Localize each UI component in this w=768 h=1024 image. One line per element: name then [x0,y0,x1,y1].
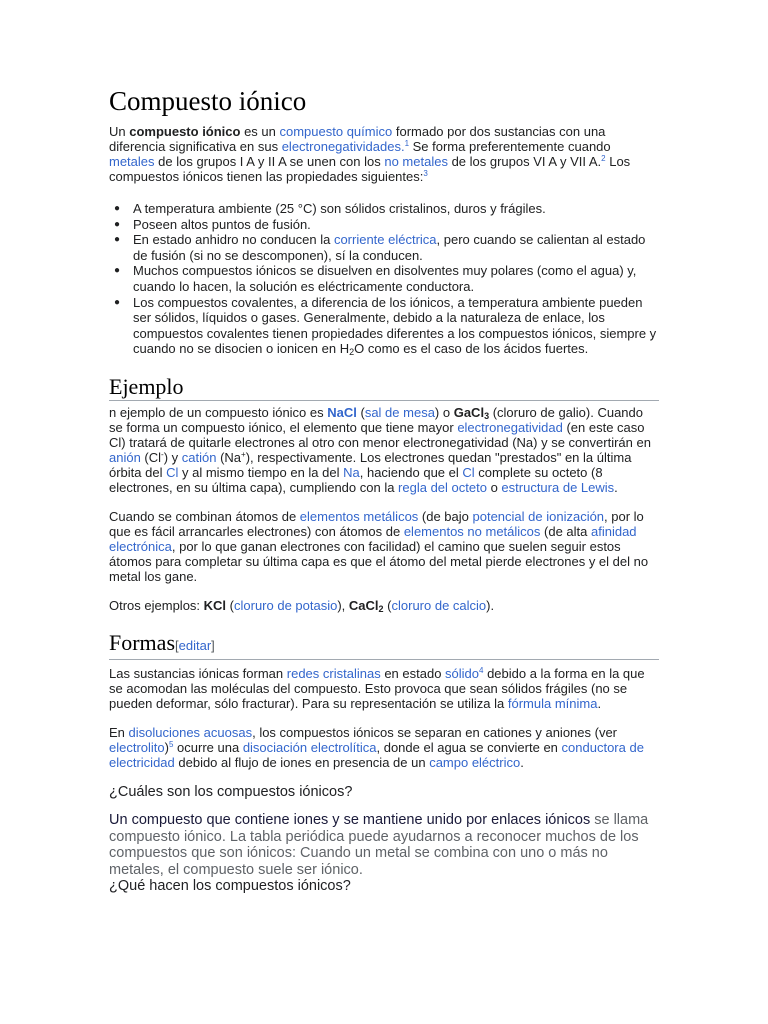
link-estructura-de-lewis[interactable]: estructura de Lewis [501,479,615,495]
link-potencial-de-ionizacion[interactable]: potencial de ionización [472,508,605,524]
list-item: ● En estado anhidro no conducen la corriente eléctrica, pero cuando se calientan al estado de fusión (si no se descomponen), sí la conducen. [114,232,646,263]
link-elementos-metalicos[interactable]: elementos metálicos [299,508,419,524]
bullet-icon: ● [114,203,121,214]
formula-gacl3: GaCl$_3$ [453,404,490,421]
formas-paragraph-2: En disoluciones acuosas, los compuestos iónicos se separan en cationes y aniones (ver electrolito)$^5$ ocurre una disociación electrolítica, donde el agua se convierte en conductora de electricidad debido al flujo de iones en presencia de un campo eléctrico. [109,724,644,770]
link-compuesto-quimico[interactable]: compuesto químico [279,124,393,139]
link-afinidad-electronica[interactable]: afinidad electrónica [109,523,637,554]
list-item: ● Muchos compuestos iónicos se disuelven en disolventes muy polares (como el agua) y, cuando lo hacen, la solución es eléctricamente conductora. [114,263,637,294]
ref-5[interactable]: 5 [168,739,174,749]
link-anion[interactable]: anión [109,449,141,465]
link-na[interactable]: Na [343,464,360,480]
link-disoluciones-acuosas[interactable]: disoluciones acuosas [128,724,253,740]
link-corriente-electrica[interactable]: corriente eléctrica [333,232,437,248]
section-heading-formas: Formas[editar] [109,631,659,660]
link-cation[interactable]: catión [181,449,217,465]
list-item: ● Poseen altos puntos de fusión. [114,216,311,232]
question-1: ¿Cuáles son los compuestos iónicos? [109,783,353,800]
link-solido[interactable]: sólido [445,665,479,681]
bold-term: compuesto iónico [129,124,241,139]
link-cloruro-de-calcio[interactable]: cloruro de calcio [391,597,487,613]
link-cloruro-de-potasio[interactable]: cloruro de potasio [234,597,338,613]
page-title: Compuesto iónico [109,86,307,116]
qa-section [109,784,659,895]
link-conductora-de-electricidad[interactable]: conductora de electricidad [109,739,644,770]
question-2: ¿Qué hacen los compuestos iónicos? [109,878,351,895]
formas-paragraph-1: Las sustancias iónicas forman redes cristalinas en estado sólido$^4$ debido a la forma en la que se acomodan las moléculas del compuesto. Esto provoca que sean sólidos frágiles (no se pueden deformar, sólo fracturar). Para su representación se utiliza la fórmula mínima. [109,665,645,711]
link-elementos-no-metalicos[interactable]: elementos no metálicos [403,523,541,539]
link-electrolito[interactable]: electrolito [109,739,165,755]
section-heading-ejemplo: Ejemplo [109,375,659,401]
answer-highlight: Un compuesto que contiene iones y se mantiene unido por enlaces iónicos [109,812,591,829]
link-redes-cristalinas[interactable]: redes cristalinas [286,665,381,681]
link-metales[interactable]: metales [109,154,155,169]
edit-link[interactable]: editar [178,637,212,653]
bullet-icon: ● [114,265,121,277]
intro-paragraph: Un compuesto iónico es un compuesto químico formado por dos sustancias con una diferencia significativa en sus electronegatividades.$^1$ Se forma preferentemente cuando metales de los grupos I A y II A se unen con los no metales de los grupos VI A y VII A.$^2$ Los compuestos iónicos tienen las propiedades siguientes:$^3$ [109,124,631,184]
link-disociacion-electrolitica[interactable]: disociación electrolítica [242,739,377,755]
ref-4[interactable]: 4 [479,665,484,675]
edit-section: [editar] [175,637,215,653]
link-campo-electrico[interactable]: campo eléctrico [429,754,521,770]
link-sal-de-mesa[interactable]: sal de mesa [364,404,435,420]
list-item: ● A temperatura ambiente (25 °C) son sólidos cristalinos, duros y frágiles. [114,201,546,216]
ejemplo-paragraph-2: Cuando se combinan átomos de elementos metálicos (de bajo potencial de ionización, por lo que es fácil arrancarles electrones) con átomos de elementos no metálicos (de alta afinidad electrónica, por lo que ganan electrones con facilidad) el camino que suelen seguir estos átomos para completar su última capa es que el átomo del metal pierde electrones y el del no metal los gane. [109,508,649,584]
bullet-icon: ● [114,234,121,246]
list-item: ● Los compuestos covalentes, a diferencia de los iónicos, a temperatura ambiente pueden ser sólidos, líquidos o gases. Generalmente, debido a la naturaleza de enlace, los compuestos covalentes tienen propiedades diferentes a los compuestos iónicos, siempre y cuando no se disocien o ionicen en $H_2O$ como es el caso de los ácidos fuertes. [114,294,657,358]
link-regla-del-octeto[interactable]: regla del octeto [398,479,487,495]
bullet-icon: ● [114,218,121,230]
formula-cacl2: CaCl$_2$ [348,597,384,614]
link-cl[interactable]: Cl [166,464,179,480]
link-nacl[interactable]: NaCl [327,404,357,420]
link-electronegatividad[interactable]: electronegatividad [457,419,563,435]
ref-1[interactable]: 1 [404,139,410,148]
otros-ejemplos: Otros ejemplos: KCl (cloruro de potasio), CaCl$_2$ (cloruro de calcio). [109,597,495,614]
answer-1: Un compuesto que contiene iones y se mantiene unido por enlaces iónicos se llama compuesto iónico. La tabla periódica puede ayudarnos a reconocer muchos de los compuestos que son iónicos: Cuando un metal se combina con uno o más no metales, el compuesto suele ser iónico. [109,812,649,878]
properties-list [109,201,659,357]
ejemplo-paragraph-1: n ejemplo de un compuesto iónico es NaCl (sal de mesa) o GaCl$_3$ (cloruro de galio). Cuando se forma un compuesto iónico, el elemento que tiene mayor electronegatividad (en este caso Cl) tratará de quitarle electrones al otro con menor electronegatividad (Na) y se convertirán en anión (Cl-) y catión (Na+), respectivamente. Los electrones quedan "prestados" en la última órbita del Cl y al mismo tiempo en la del Na, haciendo que el Cl complete su octeto (8 electrones, en su última capa), cumpliendo con la regla del octeto o estructura de Lewis. [109,404,651,495]
link-no-metales[interactable]: no metales [384,154,448,169]
link-formula-minima[interactable]: fórmula mínima [507,695,598,711]
bullet-icon: ● [114,296,121,308]
link-electronegatividades[interactable]: electronegatividades. [281,139,405,154]
ref-3[interactable]: 3 [423,169,428,178]
ref-2[interactable]: 2 [601,154,606,163]
link-cl-2[interactable]: Cl [462,464,475,480]
